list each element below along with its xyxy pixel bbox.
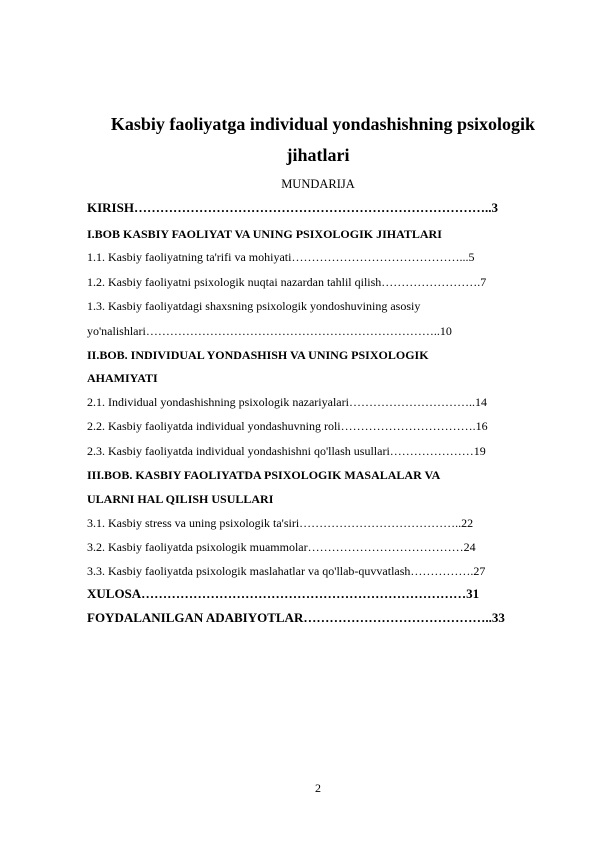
toc-entry-3-3: 3.3. Kasbiy faoliyatda psixologik maslahatlar va qo'llab-quvvatlash…………….27 — [87, 564, 486, 578]
toc-entry-2-3: 2.3. Kasbiy faoliyatda individual yondashishni qo'llash usullari…………………19 — [87, 444, 486, 458]
toc-entry-2-1: 2.1. Individual yondashishning psixologik nazariyalari…………………………..14 — [87, 395, 487, 409]
toc-entry-bibliography: FOYDALANILGAN ADABIYOTLAR……………………………………..33 — [87, 611, 505, 625]
toc-chapter-2-heading-continued: AHAMIYATI — [87, 371, 158, 385]
toc-chapter-3-heading-continued: ULARNI HAL QILISH USULLARI — [87, 492, 274, 506]
toc-entry-kirish: KIRISH………………………………………………………………………..3 — [87, 201, 498, 215]
toc-entry-xulosa: XULOSA…………………………………………………………………31 — [87, 587, 480, 601]
toc-chapter-2-heading: II.BOB. INDIVIDUAL YONDASHISH VA UNING PSIXOLOGIK — [87, 348, 429, 362]
toc-entry-1-2: 1.2. Kasbiy faoliyatni psixologik nuqtai nazardan tahlil qilish…………………….7 — [87, 275, 487, 289]
toc-entry-2-2: 2.2. Kasbiy faoliyatda individual yondashuvning roli…………………………….16 — [87, 419, 488, 433]
page-number: 2 — [315, 781, 321, 795]
toc-entry-3-1: 3.1. Kasbiy stress va uning psixologik ta'siri…………………………………..22 — [87, 516, 474, 530]
toc-entry-3-2: 3.2. Kasbiy faoliyatda psixologik muammolar…………………………………24 — [87, 540, 476, 554]
document-title-line-2: jihatlari — [286, 145, 350, 165]
toc-chapter-1-heading: I.BOB KASBIY FAOLIYAT VA UNING PSIXOLOGIK JIHATLARI — [87, 227, 442, 241]
document-title-line-1: Kasbiy faoliyatga individual yondashishning psixologik — [110, 114, 536, 134]
toc-entry-1-3: 1.3. Kasbiy faoliyatdagi shaxsning psixologik yondoshuvining asosiy — [87, 299, 421, 313]
contents-heading: MUNDARIJA — [281, 177, 355, 191]
toc-entry-1-3-continued: yo'nalishlari………………………………………………………………..10 — [87, 324, 452, 338]
toc-entry-1-1: 1.1. Kasbiy faoliyatning ta'rifi va mohiyati……………………………………...5 — [87, 250, 475, 264]
toc-chapter-3-heading: III.BOB. KASBIY FAOLIYATDA PSIXOLOGIK MASALALAR VA — [87, 468, 441, 482]
